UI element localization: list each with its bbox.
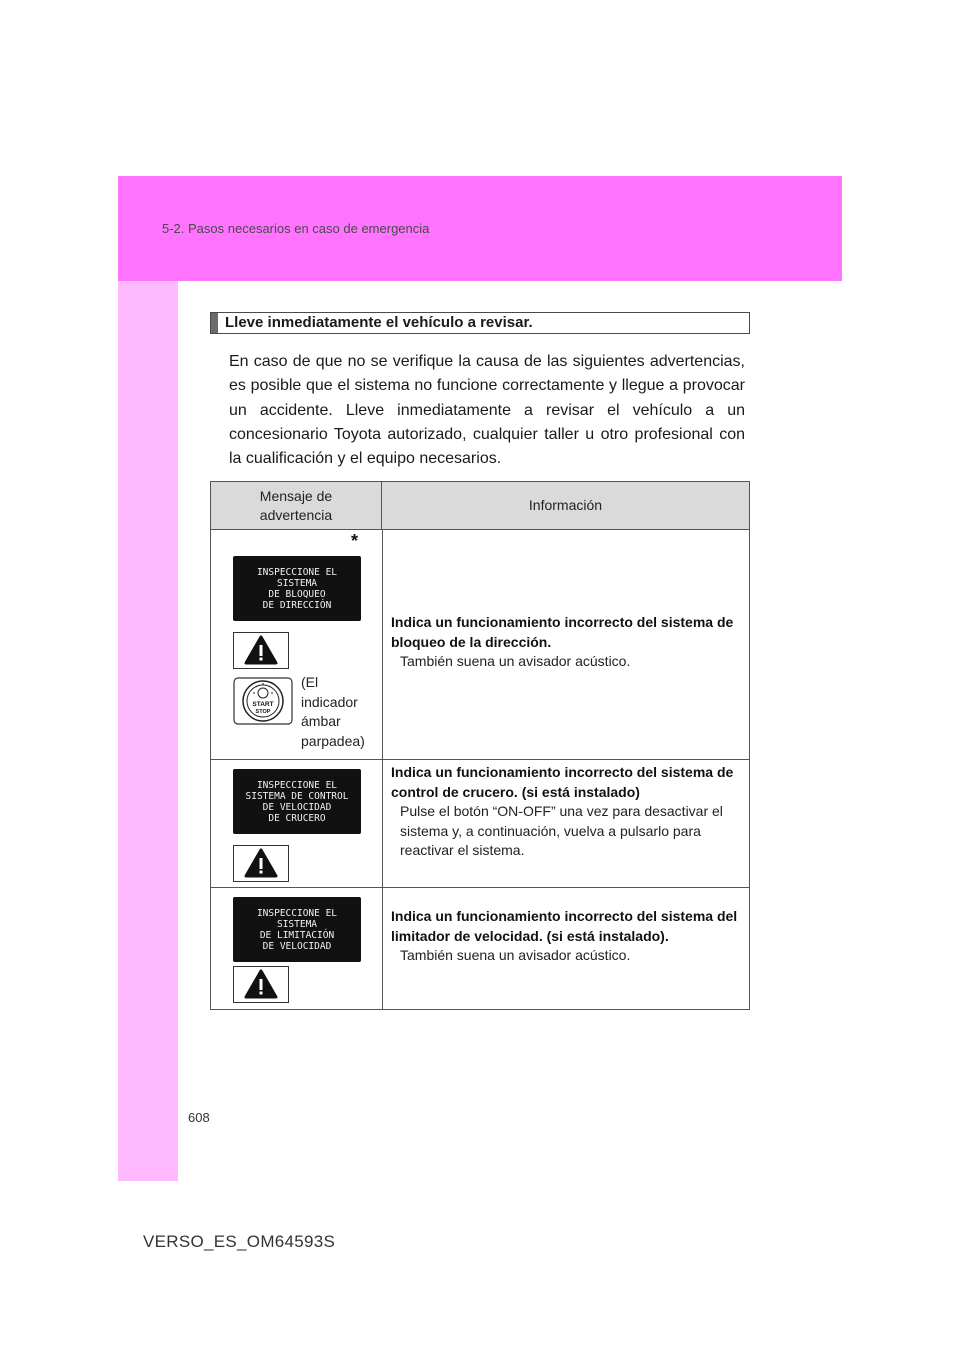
warning-table	[210, 481, 750, 1010]
side-band	[118, 281, 178, 1181]
display-line: DE LIMITACIÓN	[259, 929, 335, 941]
display-line: INSPECCIONE EL	[256, 779, 338, 791]
display-line: DE BLOQUEO	[268, 588, 326, 600]
column-header-message: Mensaje de advertencia	[211, 482, 382, 530]
multi-info-display	[233, 769, 361, 834]
display-line: INSPECCIONE EL	[256, 566, 338, 578]
page-number: 608	[188, 1110, 210, 1125]
display-line: DE DIRECCIÓN	[262, 599, 332, 611]
note-line: indicador	[301, 693, 358, 710]
note-line: ámbar	[301, 713, 341, 729]
column-divider	[382, 530, 383, 1009]
footnote-asterisk: *	[351, 531, 359, 551]
multi-info-display	[233, 556, 361, 621]
row-divider	[211, 887, 749, 888]
header-band	[118, 176, 842, 281]
intro-paragraph: En caso de que no se verifique la causa de las siguientes advertencias, es posible que el sistema no funcione correctamente y llegue a provocar un accidente. Lleve inmediatamente a revisar el vehículo a un concesionario Toyota autorizado, cualquier taller u otro profesional con la cualificación y el equipo necesarios.	[229, 353, 745, 468]
multi-info-display	[233, 897, 361, 962]
engine-start-stop-button-icon	[233, 677, 293, 725]
display-line: INSPECCIONE EL	[256, 907, 338, 919]
master-warning-triangle-icon	[233, 845, 289, 882]
info-bold: Indica un funcionamiento incorrecto del sistema de bloqueo de la dirección.	[391, 614, 734, 650]
info-bold: Indica un funcionamiento incorrecto del sistema del limitador de velocidad. (si está instalado).	[391, 908, 738, 944]
info-cell	[391, 613, 741, 672]
info-bold: Indica un funcionamiento incorrecto del sistema de control de crucero. (si está instalado)	[391, 764, 734, 800]
note-line: parpadea)	[301, 732, 365, 749]
section-title: Lleve inmediatamente el vehículo a revisar.	[225, 314, 533, 331]
stop-label: STOP	[255, 709, 271, 715]
info-cell	[391, 907, 741, 966]
column-header-info: Información	[382, 482, 749, 530]
amber-indicator-note	[301, 673, 365, 751]
display-line: SISTEMA DE CONTROL	[245, 790, 349, 802]
display-line: DE CRUCERO	[268, 812, 326, 824]
note-line: (El	[301, 674, 319, 690]
display-line: DE VELOCIDAD	[262, 940, 332, 952]
info-plain: También suena un avisador acústico.	[400, 653, 631, 669]
section-breadcrumb: 5-2. Pasos necesarios en caso de emergencia	[162, 221, 430, 236]
display-line: SISTEMA	[276, 918, 318, 930]
start-label: START	[252, 701, 274, 708]
display-line: SISTEMA	[276, 577, 318, 589]
row-divider	[211, 759, 749, 760]
display-line: DE VELOCIDAD	[262, 801, 332, 813]
master-warning-triangle-icon	[233, 966, 289, 1003]
document-code: VERSO_ES_OM64593S	[143, 1232, 336, 1251]
info-cell	[391, 763, 741, 861]
info-plain: Pulse el botón “ON-OFF” una vez para desactivar el sistema y, a continuación, vuelva a pulsarlo para reactivar el sistema.	[400, 803, 723, 858]
section-title-bar	[211, 313, 218, 333]
section-title-box	[210, 312, 750, 334]
master-warning-triangle-icon	[233, 632, 289, 669]
info-plain: También suena un avisador acústico.	[400, 947, 631, 963]
